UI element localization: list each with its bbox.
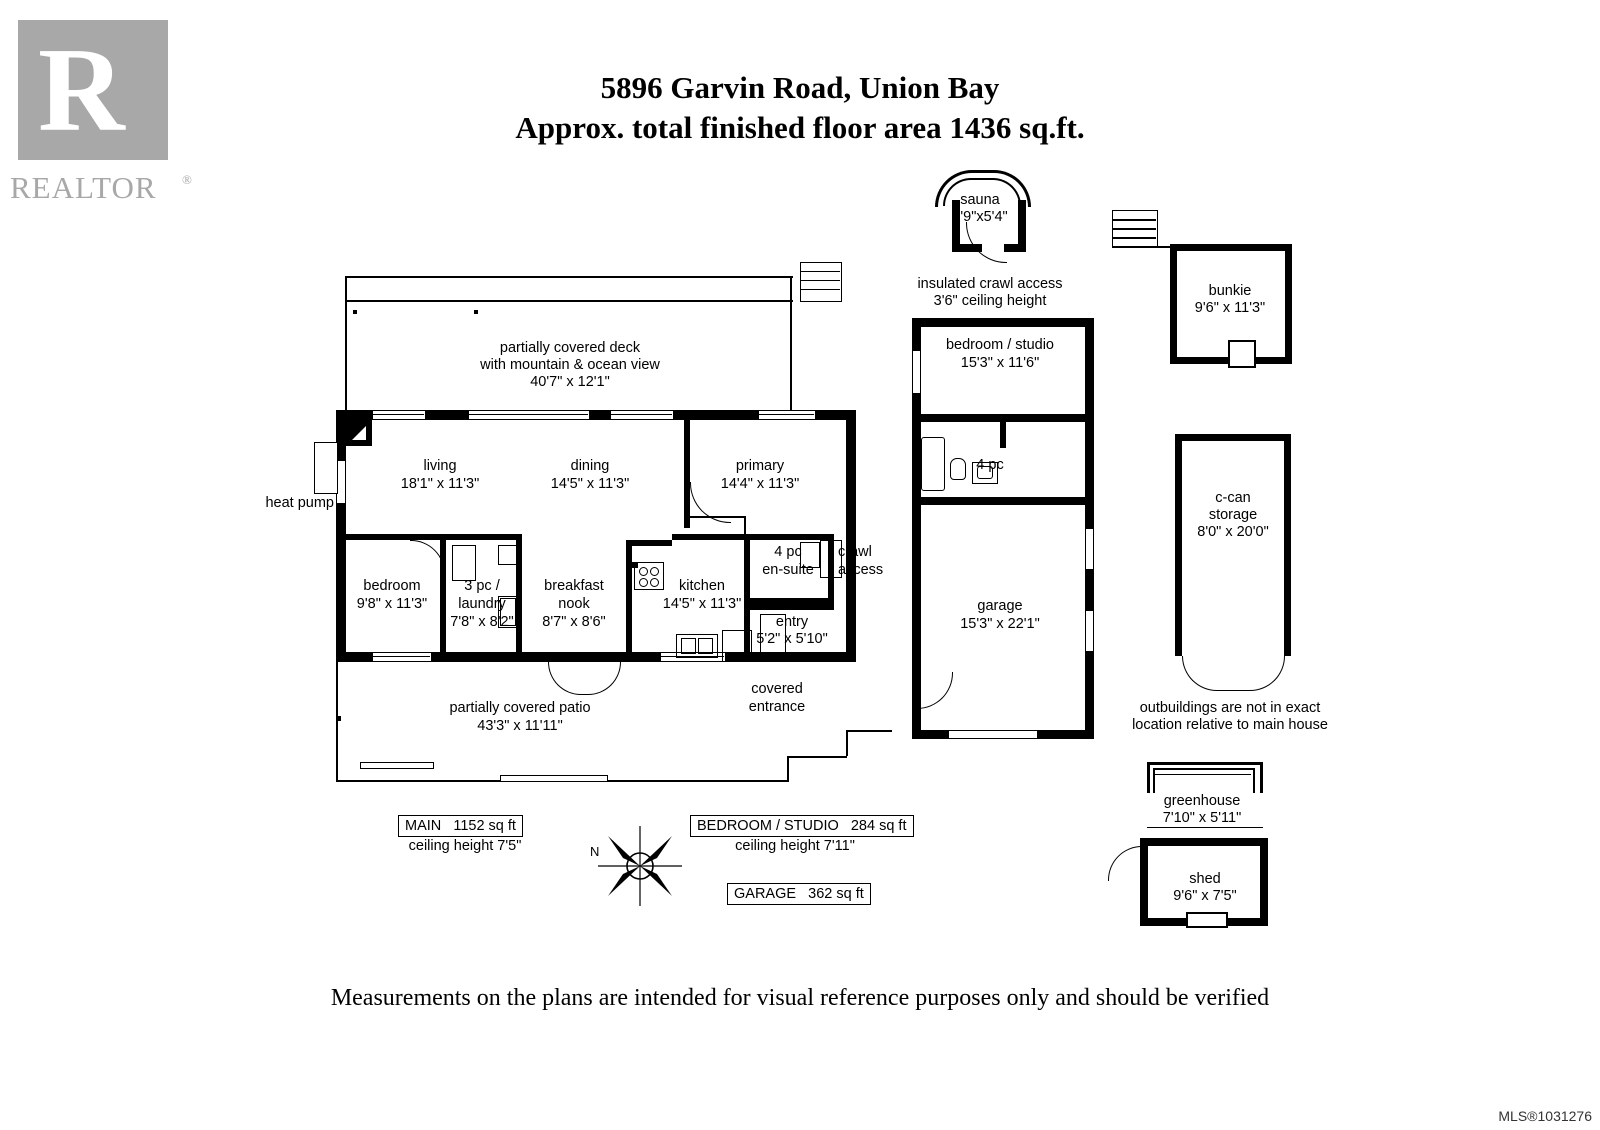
room-dims-bedroom-studio: 15'3" x 11'6" [960,355,1040,371]
room-label-dining: dining [570,458,610,474]
room-label-nook-line1: breakfast [544,578,604,594]
room-label-bath-4pc: 4 pc [976,457,1004,473]
realtor-logo-letter: R [38,23,125,156]
room-dims-entry: 5'2" x 5'10" [756,631,828,647]
room-label-covered-entrance-line2: entrance [748,699,806,715]
room-dims-greenhouse: 7'10" x 5'11" [1140,810,1264,827]
room-dims-deck: 40'7" x 12'1" [530,374,610,390]
room-dims-garage: 15'3" x 22'1" [960,616,1040,632]
registered-trademark-icon: ® [182,172,192,187]
page-subtitle: Approx. total finished floor area 1436 sq.ft. [515,110,1085,145]
room-dims-shed: 9'6" x 7'5" [1173,888,1237,904]
area-box-main: MAIN 1152 sq ft [398,815,523,837]
room-label-living: living [423,458,457,474]
realtor-wordmark: REALTOR [10,170,157,205]
compass-north-label: N [590,844,600,859]
room-dims-primary: 14'4" x 11'3" [720,476,800,492]
room-label-laundry-line1: 3 pc / [464,578,500,594]
compass-icon [590,820,690,910]
room-label-entry: entry [775,614,809,630]
compass-rose [590,820,690,910]
room-label-garage: garage [977,598,1023,614]
room-dims-bedroom: 9'8" x 11'3" [356,596,428,612]
note-crawl-ceiling-height: 3'6" ceiling height [933,293,1047,309]
room-label-ensuite-line1: 4 pc [774,544,802,560]
room-label-bedroom: bedroom [363,578,421,594]
page-title: 5896 Garvin Road, Union Bay [600,70,1000,105]
room-label-deck-line2: with mountain & ocean view [480,357,660,373]
room-label-primary: primary [735,458,785,474]
room-label-greenhouse: greenhouse [1140,793,1264,810]
room-dims-sauna: 5'9"x5'4" [952,209,1008,225]
room-dims-c-can: 8'0" x 20'0" [1197,524,1269,540]
room-dims-living: 18'1" x 11'3" [400,476,480,492]
area-box-garage: GARAGE 362 sq ft [727,883,871,905]
toilet-icon [950,458,966,480]
room-label-bunkie: bunkie [1208,283,1252,299]
realtor-logo [10,20,192,205]
room-label-crawl-line1: crawl [838,544,872,560]
room-dims-nook: 8'7" x 8'6" [542,614,606,630]
room-label-laundry-line2: laundry [458,596,506,612]
room-dims-laundry: 7'8" x 8'2" [450,614,514,630]
disclaimer-text: Measurements on the plans are intended for visual reference purposes only and should be verified [330,985,1270,1011]
room-label-kitchen: kitchen [679,578,725,594]
room-label-ensuite-line2: en-suite [762,562,814,578]
room-dims-patio: 43'3" x 11'11" [477,718,563,734]
area-ceiling-main: ceiling height 7'5" [408,838,522,854]
room-label-nook-line2: nook [558,596,590,612]
room-label-deck-line1: partially covered deck [499,340,641,356]
room-label-patio: partially covered patio [449,700,591,716]
room-dims-kitchen: 14'5" x 11'3" [662,596,742,612]
bathtub-icon [921,437,945,491]
room-label-bedroom-studio: bedroom / studio [945,337,1054,353]
note-outbuildings-line1: outbuildings are not in exact [1139,700,1321,716]
note-insulated-crawl-access: insulated crawl access [917,276,1063,292]
area-ceiling-bedroom-studio: ceiling height 7'11" [735,838,855,854]
room-dims-bunkie: 9'6" x 11'3" [1194,300,1266,316]
area-box-bedroom-studio: BEDROOM / STUDIO 284 sq ft [690,815,914,837]
room-label-shed: shed [1189,871,1221,887]
room-label-covered-entrance-line1: covered [751,681,803,697]
room-label-crawl-line2: access [838,562,884,578]
room-label-c-can: c-can [1215,490,1251,506]
sink-bowl-icon [977,466,993,479]
room-dims-dining: 14'5" x 11'3" [550,476,630,492]
room-label-sauna: sauna [960,192,1000,208]
note-outbuildings-line2: location relative to main house [1132,717,1328,733]
room-label-heat-pump: heat pump [265,495,334,511]
room-label-c-can-storage: storage [1208,507,1258,523]
mls-number: MLS®1031276 [1498,1108,1592,1124]
